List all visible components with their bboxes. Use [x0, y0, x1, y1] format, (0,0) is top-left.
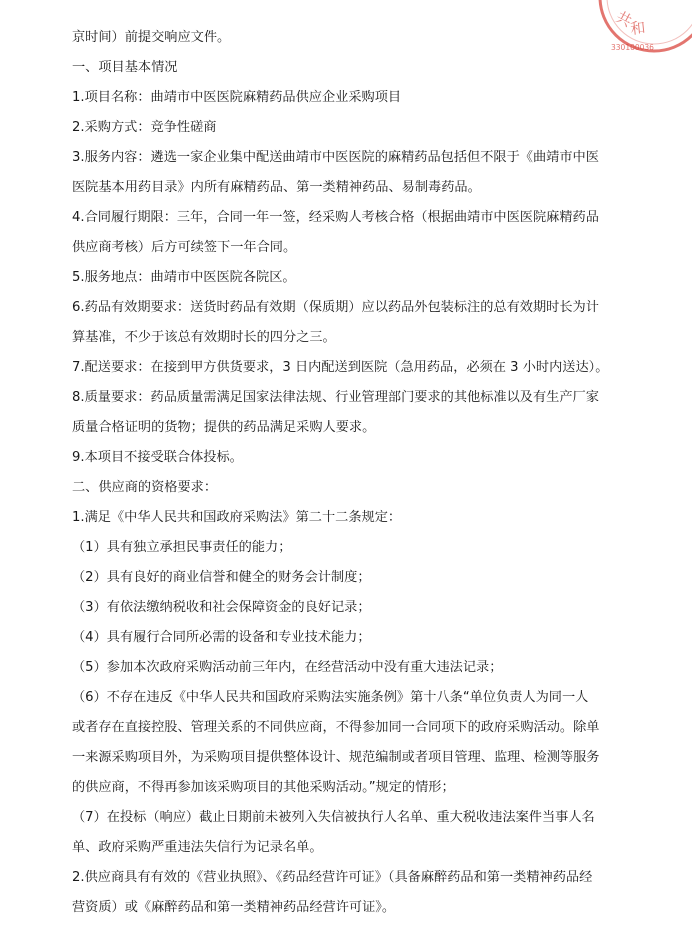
text-line: 一来源采购项目外，为采购项目提供整体设计、规范编制或者项目管理、监理、检测等服务: [72, 750, 600, 765]
text-line: 5.服务地点：曲靖市中医医院各院区。: [72, 270, 296, 285]
text-line: 4.合同履行期限：三年，合同一年一签，经采购人考核合格（根据曲靖市中医医院麻精药品: [72, 210, 599, 225]
list-item: （7）在投标（响应）截止日期前未被列入失信被执行人名单、重大税收违法案件当事人名: [72, 810, 595, 825]
svg-text:和: 和: [629, 18, 647, 38]
list-item: （5）参加本次政府采购活动前三年内，在经营活动中没有重大违法记录；: [72, 660, 503, 675]
text-line: 8.质量要求：药品质量需满足国家法律法规、行业管理部门要求的其他标准以及有生产厂家: [72, 390, 599, 405]
seal-serial-text: 330100036: [611, 43, 654, 52]
list-item: （3）有依法缴纳税收和社会保障资金的良好记录；: [72, 600, 371, 615]
section-heading: 二、供应商的资格要求：: [72, 480, 218, 495]
list-item: （4）具有履行合同所必需的设备和专业技术能力；: [72, 630, 371, 645]
text-line: 京时间）前提交响应文件。: [72, 30, 231, 45]
text-line: 供应商考核）后方可续签下一年合同。: [72, 240, 297, 255]
text-line: 医院基本用药目录》内所有麻精药品、第一类精神药品、易制毒药品。: [72, 180, 481, 195]
text-line: 质量合格证明的货物；提供的药品满足采购人要求。: [72, 420, 376, 435]
text-line: 9.本项目不接受联合体投标。: [72, 450, 243, 465]
svg-text:共: 共: [613, 7, 635, 31]
text-line: 2.供应商具有有效的《营业执照》、《药品经营许可证》（具备麻醉药品和第一类精神药品经: [72, 870, 593, 885]
text-line: 单、政府采购严重违法失信行为记录名单。: [72, 840, 323, 855]
text-line: 3.服务内容：遴选一家企业集中配送曲靖市中医医院的麻精药品包括但不限于《曲靖市中医: [72, 150, 599, 165]
text-line: 营资质）或《麻醉药品和第一类精神药品经营许可证》。: [72, 900, 396, 915]
list-item: （1）具有独立承担民事责任的能力；: [72, 540, 292, 555]
list-item: （6）不存在违反《中华人民共和国政府采购法实施条例》第十八条“单位负责人为同一人: [72, 690, 589, 705]
text-line: 1.项目名称：曲靖市中医医院麻精药品供应企业采购项目: [72, 90, 402, 105]
text-line: 或者存在直接控股、管理关系的不同供应商，不得参加同一合同项下的政府采购活动。除单: [72, 720, 600, 735]
text-line: 的供应商，不得再参加该采购项目的其他采购活动。”规定的情形；: [72, 780, 455, 795]
text-line: 6.药品有效期要求：送货时药品有效期（保质期）应以药品外包装标注的总有效期时长为计: [72, 300, 599, 315]
text-line: 1.满足《中华人民共和国政府采购法》第二十二条规定：: [72, 510, 402, 525]
text-line: 7.配送要求：在接到甲方供货要求，3 日内配送到医院（急用药品，必须在 3 小时内送达）。: [72, 360, 609, 375]
text-line: 2.采购方式：竞争性磋商: [72, 120, 217, 135]
list-item: （2）具有良好的商业信誉和健全的财务会计制度；: [72, 570, 371, 585]
official-seal-stamp: [595, 0, 692, 56]
text-line: 算基准，不少于该总有效期时长的四分之三。: [72, 330, 336, 345]
section-heading: 一、项目基本情况: [72, 60, 178, 75]
